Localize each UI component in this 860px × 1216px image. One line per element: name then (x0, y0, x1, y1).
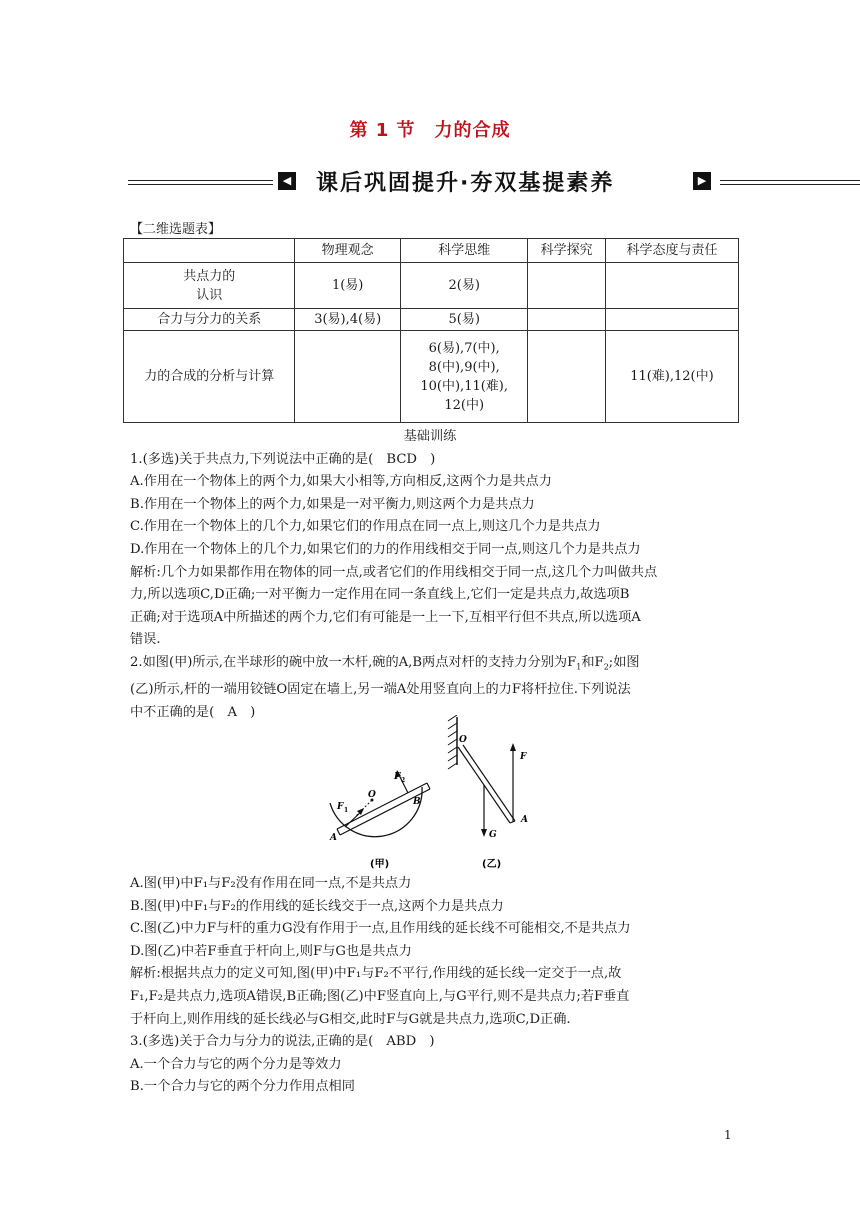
f2-label: F (394, 772, 401, 782)
f-arrowhead (510, 743, 516, 751)
table-header-cell: 科学态度与责任 (605, 239, 738, 263)
table-cell (528, 263, 605, 309)
q2-stem-line2: (乙)所示,杆的一端用铰链O固定在墙上,另一端A处用竖直向上的力F将杆拉住.下列说法 (130, 682, 631, 698)
q2-stem-line1 (130, 652, 730, 679)
label-yi: (乙) (482, 859, 502, 870)
q2-stem-text: 和F (581, 654, 604, 670)
f1-label-sub: 1 (344, 807, 349, 814)
banner-rule-right (720, 180, 860, 181)
b-label-jia: B (413, 797, 421, 807)
wall-hatch (448, 739, 457, 745)
banner-text: 课后巩固提升·夯双基提素养 (316, 171, 615, 196)
right-arrow-icon: ▶ (693, 172, 711, 190)
q2-stem-text: ;如图 (608, 654, 640, 670)
table-cell (400, 331, 528, 423)
table-cell: 3(易),4(易) (295, 309, 401, 331)
wall-hatch (448, 715, 457, 721)
q2-sub: 1 (576, 662, 582, 672)
table-header-cell: 科学思维 (400, 239, 528, 263)
q1-option-c: C.作用在一个物体上的几个力,如果它们的作用点在同一点上,则这几个力是共点力 (130, 519, 601, 535)
a-label-jia: A (330, 833, 337, 843)
table-row (124, 263, 739, 309)
q2-sub: 2 (603, 662, 609, 672)
q3-option-b: B.一个合力与它的两个分力作用点相同 (130, 1079, 355, 1095)
topic-line: 认识 (196, 287, 223, 303)
table-cell: 1(易) (295, 263, 401, 309)
table-row (124, 331, 739, 423)
basic-training-heading: 基础训练 (403, 429, 457, 444)
table-header-cell: 物理观念 (295, 239, 401, 263)
table-cell-topic: 合力与分力的关系 (124, 309, 295, 331)
g-arrowhead (481, 829, 487, 837)
section-label: 【二维选题表】 (130, 222, 222, 237)
a-label-yi: A (521, 815, 528, 825)
left-arrow-icon: ◀ (278, 172, 296, 190)
q1-option-d: D.作用在一个物体上的几个力,如果它们的力的作用线相交于同一点,则这几个力是共点力 (130, 541, 641, 557)
cell-line: 10(中),11(难), (420, 378, 509, 394)
q3-stem: 3.(多选)关于合力与分力的说法,正确的是( ABD ) (130, 1034, 435, 1050)
table-cell (528, 331, 605, 423)
cell-line: 8(中),9(中), (428, 359, 500, 375)
table-cell: 5(易) (400, 309, 528, 331)
rod-yi-edge (463, 745, 515, 821)
wall-hatch (448, 763, 457, 769)
q2-option-a: A.图(甲)中F₁与F₂没有作用在同一点,不是共点力 (130, 876, 412, 891)
f2-label-sub: 2 (401, 777, 406, 784)
rod-jia-end (337, 829, 340, 835)
question-block-1 (130, 426, 730, 724)
q1-explanation: 正确;对于选项A中所描述的两个力,它们有可能是一上一下,互相平行但不共点,所以选项A (130, 609, 641, 625)
q1-option-b: B.作用在一个物体上的两个力,如果是一对平衡力,则这两个力是共点力 (130, 496, 535, 512)
banner-rule-right-2 (720, 184, 860, 185)
table-cell (295, 331, 401, 423)
q1-explanation: 解析:几个力如果都作用在物体的同一点,或者它们的作用线相交于同一点,这几个力叫做共点 (130, 564, 658, 580)
q1-explanation: 错误. (130, 632, 161, 648)
q2-explanation: 解析:根据共点力的定义可知,图(甲)中F₁与F₂不平行,作用线的延长线一定交于一点,故 (130, 966, 622, 982)
o-label-yi: O (459, 735, 467, 745)
wall-hatch (448, 723, 457, 729)
f-label-yi: F (520, 752, 527, 762)
q2-option-c: C.图(乙)中力F与杆的重力G没有作用于一点,且作用线的延长线不可能相交,不是共点力 (130, 921, 631, 937)
table-header-cell (124, 239, 295, 263)
q1-explanation: 力,所以选项C,D正确;一对平衡力一定作用在同一条直线上,它们一定是共点力,故选项B (130, 587, 630, 603)
table-cell: 11(难),12(中) (605, 331, 738, 423)
q1-option-a: A.作用在一个物体上的两个力,如果大小相等,方向相反,这两个力是共点力 (130, 474, 552, 490)
table-header-row (124, 239, 739, 263)
cell-line: 6(易),7(中), (428, 340, 500, 356)
topic-table (123, 238, 739, 423)
page-title: 第 1 节 力的合成 (349, 120, 511, 141)
wall-hatch (448, 747, 457, 753)
force-diagram (320, 715, 540, 875)
q1-stem: 1.(多选)关于共点力,下列说法中正确的是( BCD ) (130, 451, 436, 467)
wall-hatch (448, 755, 457, 761)
banner-rule-left (128, 180, 273, 181)
question-block-2 (130, 873, 730, 1099)
banner-rule-left-2 (128, 184, 273, 185)
label-jia: (甲) (370, 859, 390, 870)
q2-explanation: 于杆向上,则作用线的延长线必与G相交,此时F与G就是共点力,选项C,D正确. (130, 1011, 571, 1027)
q2-stem-line3: 中不正确的是( A ) (130, 704, 256, 720)
rod-jia-end (427, 783, 430, 789)
f1-label: F (337, 802, 344, 812)
cell-line: 12(中) (444, 397, 485, 413)
table-header-cell: 科学探究 (528, 239, 605, 263)
table-cell (605, 309, 738, 331)
table-cell-topic (124, 263, 295, 309)
topic-line: 共点力的 (183, 268, 236, 284)
table-cell (605, 263, 738, 309)
table-cell-topic: 力的合成的分析与计算 (124, 331, 295, 423)
q2-option-b: B.图(甲)中F₁与F₂的作用线的延长线交于一点,这两个力是共点力 (130, 898, 504, 914)
wall-hatch (448, 731, 457, 737)
table-cell (528, 309, 605, 331)
q2-explanation: F₁,F₂是共点力,选项A错误,B正确;图(乙)中F竖直向上,与G平行,则不是共点力;若F垂直 (130, 988, 630, 1004)
o-label-jia: O (368, 790, 376, 800)
q2-option-d: D.图(乙)中若F垂直于杆向上,则F与G也是共点力 (130, 943, 412, 959)
table-row (124, 309, 739, 331)
table-cell: 2(易) (400, 263, 528, 309)
q2-stem-text: 2.如图(甲)所示,在半球形的碗中放一木杆,碗的A,B两点对杆的支持力分别为F (130, 654, 577, 670)
page-number: 1 (724, 1128, 732, 1142)
g-label-yi: G (489, 830, 497, 840)
q3-option-a: A.一个合力与它的两个分力是等效力 (130, 1056, 342, 1072)
section-banner (128, 166, 860, 200)
